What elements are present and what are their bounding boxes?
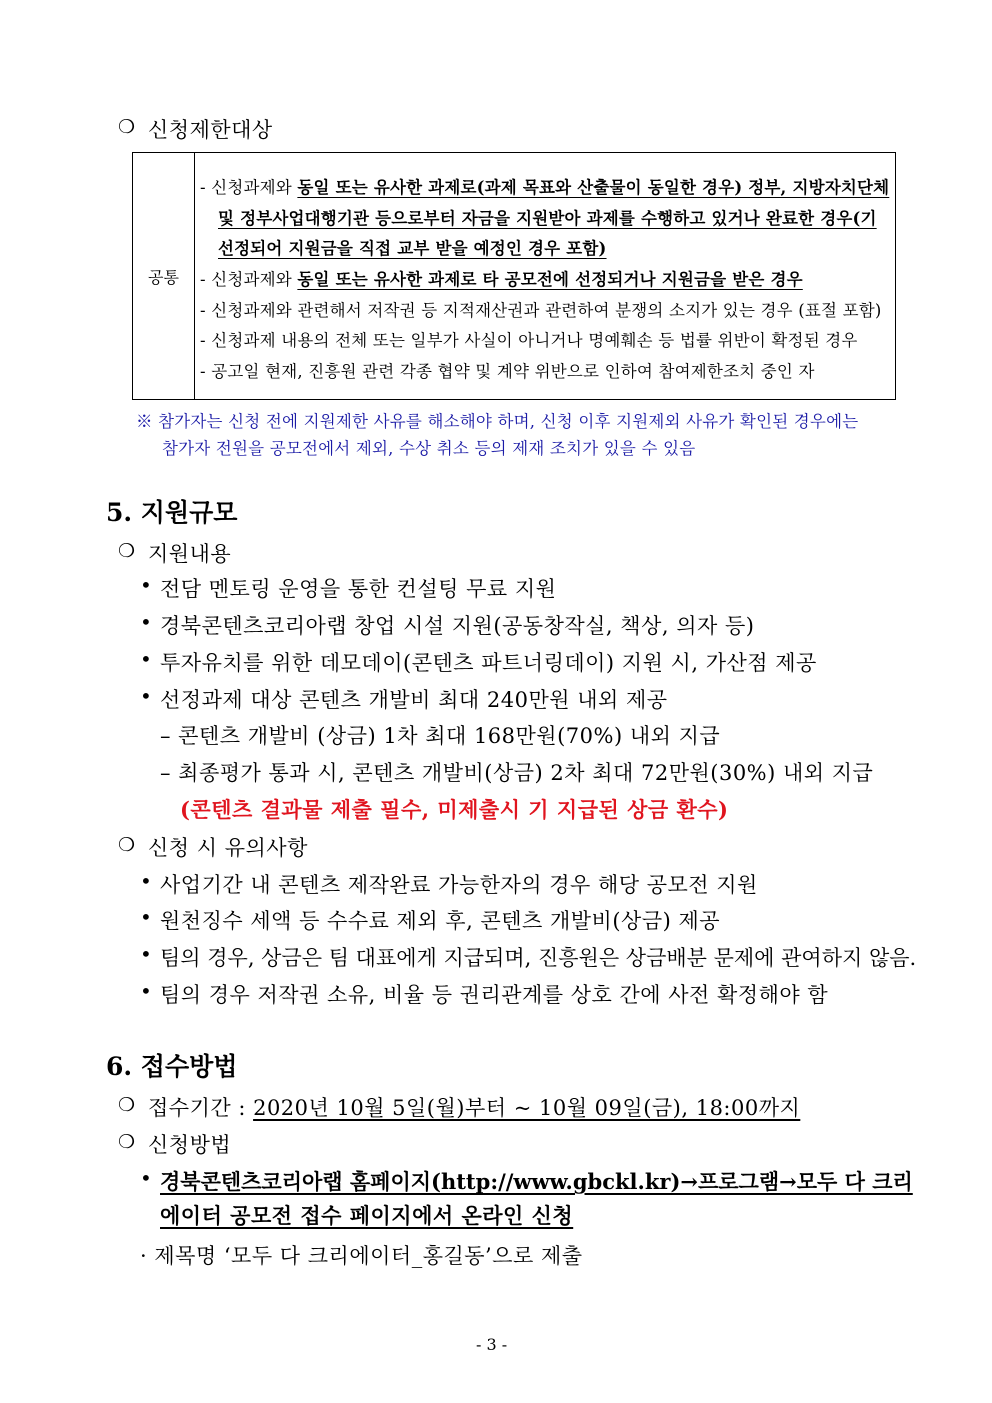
table-row-4: - 신청과제 내용의 전체 또는 일부가 사실이 아니거나 명예훼손 등 법률 위반이 확정된 경우 bbox=[200, 331, 858, 350]
method-line2: 에이터 공모전 접수 페이지에서 온라인 신청 bbox=[160, 1203, 574, 1228]
restriction-heading: 신청제한대상 bbox=[148, 118, 273, 142]
circle-bullet-icon: ❍ bbox=[118, 1131, 136, 1153]
support-item-2: 경북콘텐츠코리아랩 창업 시설 지원(공동창작실, 책상, 의자 등) bbox=[160, 614, 755, 638]
notes-item-1: 사업기간 내 콘텐츠 제작완료 가능한자의 경우 해당 공모전 지원 bbox=[160, 873, 758, 897]
table-row-2: - 신청과제와 동일 또는 유사한 과제로 타 공모전에 선정되거나 지원금을 받은 경우 bbox=[200, 270, 803, 289]
restriction-note-line2: 참가자 전원을 공모전에서 제외, 수상 취소 등의 제재 조치가 있을 수 있음 bbox=[162, 439, 696, 458]
method-line1: 경북콘텐츠코리아랩 홈페이지(http://www.gbckl.kr)→프로그램→모두 다 크리 bbox=[160, 1169, 913, 1194]
table-category: 공통 bbox=[133, 153, 195, 399]
notes-item-4: 팀의 경우 저작권 소유, 비율 등 권리관계를 상호 간에 사전 확정해야 함 bbox=[160, 983, 829, 1007]
table-row-5: - 공고일 현재, 진흥원 관련 각종 협약 및 계약 위반으로 인하여 참여제한조치 중인 자 bbox=[200, 362, 815, 381]
circle-bullet-icon: ❍ bbox=[118, 834, 136, 856]
support-warning: (콘텐츠 결과물 제출 필수, 미제출시 기 지급된 상금 환수) bbox=[180, 797, 729, 822]
section6-title: 6. 접수방법 bbox=[106, 1052, 238, 1081]
period-value: 2020년 10월 5일(월)부터 ~ 10월 09일(금), 18:00까지 bbox=[253, 1096, 801, 1120]
bullet-icon: • bbox=[140, 610, 152, 634]
page-number: - 3 - bbox=[476, 1335, 508, 1354]
circle-bullet-icon: ❍ bbox=[118, 116, 136, 138]
bullet-icon: • bbox=[140, 1166, 152, 1190]
bullet-icon: • bbox=[140, 573, 152, 597]
table-row-1: - 신청과제와 동일 또는 유사한 과제로(과제 목표와 산출물이 동일한 경우) 정부, 지방자치단체 bbox=[200, 178, 890, 197]
bullet-icon: • bbox=[140, 869, 152, 893]
notes-item-3: 팀의 경우, 상금은 팀 대표에게 지급되며, 진흥원은 상금배분 문제에 관여하지 않음. bbox=[160, 946, 917, 970]
support-heading: 지원내용 bbox=[148, 542, 232, 566]
support-item-4: 선정과제 대상 콘텐츠 개발비 최대 240만원 내외 제공 bbox=[160, 688, 668, 712]
support-sub-1: – 콘텐츠 개발비 (상금) 1차 최대 168만원(70%) 내외 지급 bbox=[160, 724, 721, 748]
notes-heading: 신청 시 유의사항 bbox=[148, 836, 308, 860]
method-heading: 신청방법 bbox=[148, 1133, 232, 1157]
section5-title: 5. 지원규모 bbox=[106, 498, 238, 527]
period-row: 접수기간 : 2020년 10월 5일(월)부터 ~ 10월 09일(금), 18:00까지 bbox=[148, 1096, 801, 1120]
table-row-1-cont: 및 정부사업대행기관 등으로부터 자금을 지원받아 과제를 수행하고 있거나 완료한 경우(기 bbox=[218, 209, 877, 228]
bullet-icon: • bbox=[140, 905, 152, 929]
support-item-1: 전담 멘토링 운영을 통한 컨설팅 무료 지원 bbox=[160, 577, 557, 601]
notes-item-2: 원천징수 세액 등 수수료 제외 후, 콘텐츠 개발비(상금) 제공 bbox=[160, 909, 721, 933]
circle-bullet-icon: ❍ bbox=[118, 540, 136, 562]
support-sub-2: – 최종평가 통과 시, 콘텐츠 개발비(상금) 2차 최대 72만원(30%) 내외 지급 bbox=[160, 761, 874, 785]
title-note: · 제목명 ‘모두 다 크리에이터_홍길동’으로 제출 bbox=[140, 1244, 583, 1268]
bullet-icon: • bbox=[140, 647, 152, 671]
table-row-1-cont2: 선정되어 지원금을 직접 교부 받을 예정인 경우 포함) bbox=[218, 239, 607, 258]
table-row-3: - 신청과제와 관련해서 저작권 등 지적재산권과 관련하여 분쟁의 소지가 있는 경우 (표절 포함) bbox=[200, 301, 882, 320]
bullet-icon: • bbox=[140, 942, 152, 966]
bullet-icon: • bbox=[140, 684, 152, 708]
restriction-note-line1: ※ 참가자는 신청 전에 지원제한 사유를 해소해야 하며, 신청 이후 지원제외 사유가 확인된 경우에는 bbox=[136, 412, 859, 431]
bullet-icon: • bbox=[140, 979, 152, 1003]
circle-bullet-icon: ❍ bbox=[118, 1094, 136, 1116]
support-item-3: 투자유치를 위한 데모데이(콘텐츠 파트너링데이) 지원 시, 가산점 제공 bbox=[160, 651, 817, 675]
